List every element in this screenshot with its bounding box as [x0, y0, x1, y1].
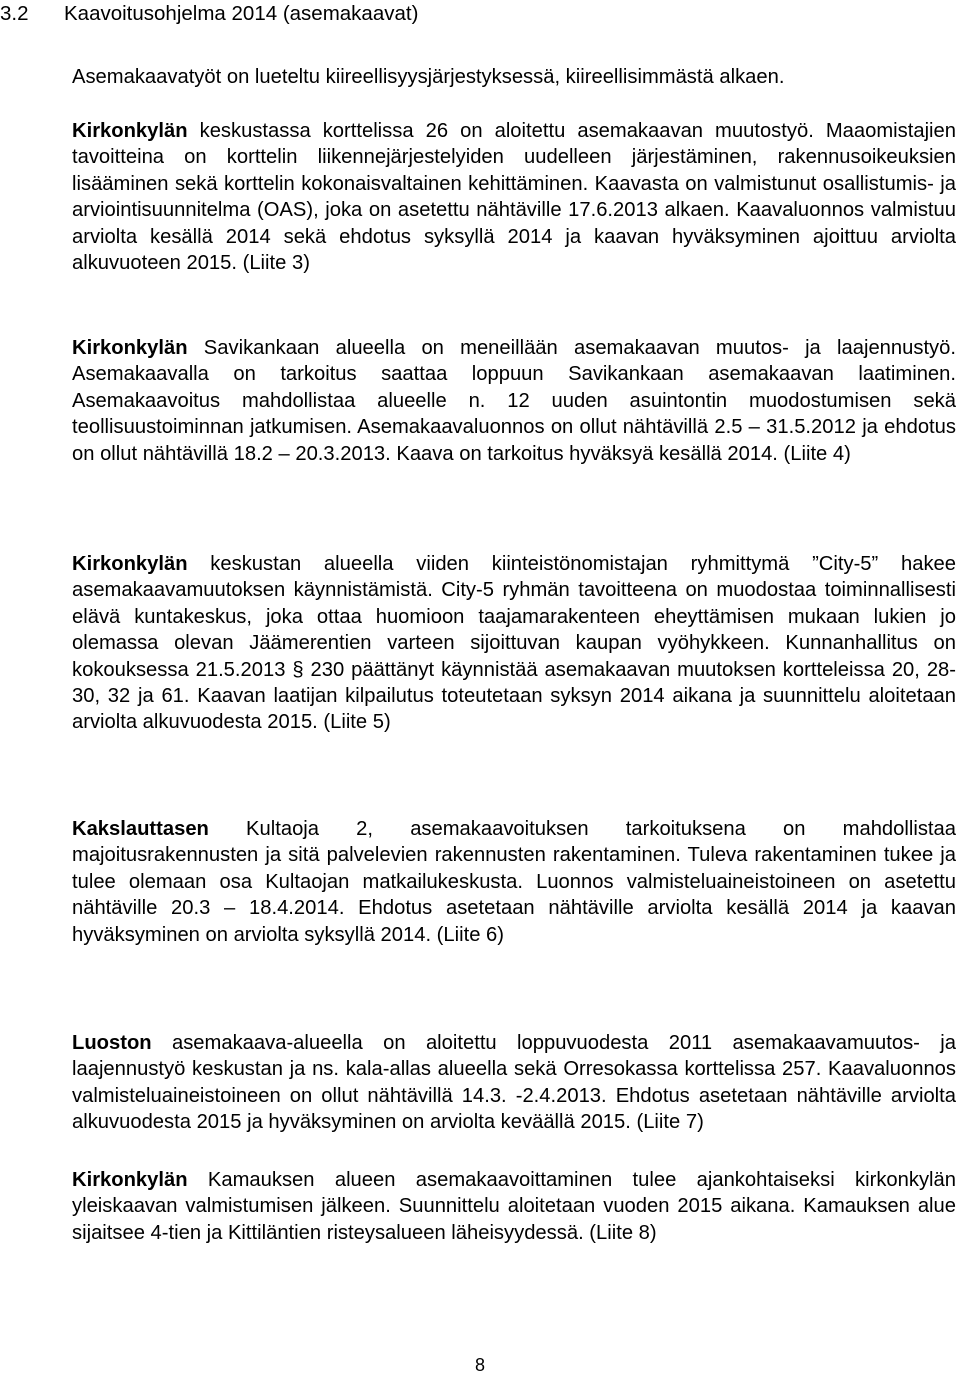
paragraph-luosto — [72, 1030, 956, 1136]
paragraph-text: keskustassa korttelissa 26 on aloitettu asemakaavan muutostyö. Maaomistajien tavoitteina on korttelin liikennejärjestelyiden uudelleen järjestäminen, rakennusoikeuksien lisääminen sekä korttelin kokonaisvaltainen kehittäminen. Kaavasta on valmistunut osallistumis- ja arviointisuunnitelma (OAS), joka on asetettu nähtäville 17.6.2013 alkaen. Kaavaluonnos valmistuu arviolta kesällä 2014 sekä ehdotus syksyllä 2014 ja kaavan hyväksyminen ajoittuu arviolta alkuvuoteen 2015. (Liite 3) — [72, 120, 956, 275]
paragraph-lead: Kakslauttasen — [72, 818, 209, 840]
paragraph-kirkonkyla-kamaus — [72, 1167, 956, 1246]
paragraph-text: Kultaoja 2, asemakaavoituksen tarkoituksena on mahdollistaa majoitusrakennusten ja sitä palvelevien rakennusten rakentaminen. Tuleva rakentaminen tukee ja tulee olemaan osa Kultaojan matkailukeskusta. Luonnos valmisteluaineistoineen on asetettu nähtäville 20.3 – 18.4.2014. Ehdotus asetetaan nähtäville arviolta kesällä 2014 ja kaavan hyväksyminen on arviolta syksyllä 2014. (Liite 6) — [72, 818, 956, 946]
paragraph-text: asemakaava-alueella on aloitettu loppuvuodesta 2011 asemakaavamuutos- ja laajennustyö keskustan ja ns. kala-allas alueella sekä Orresokassa korttelissa 257. Kaavaluonnos valmisteluaineistoineen on ollut nähtävillä 14.3. -2.4.2013. Ehdotus asetetaan nähtäville arviolta alkuvuodesta 2015 ja hyväksyminen on arviolta keväällä 2015. (Liite 7) — [72, 1032, 956, 1134]
paragraph-lead: Kirkonkylän — [72, 553, 188, 575]
page-number: 8 — [474, 1355, 485, 1375]
paragraph-kirkonkyla-savikangas — [72, 335, 956, 467]
section-heading — [0, 1, 418, 27]
paragraph-lead: Kirkonkylän — [72, 337, 188, 359]
paragraph-text: Kamauksen alueen asemakaavoittaminen tulee ajankohtaiseksi kirkonkylän yleiskaavan valmistumisen jälkeen. Suunnittelu aloitetaan vuoden 2015 aikana. Kamauksen alue sijaitsee 4-tien ja Kittiläntien risteysalueen läheisyydessä. (Liite 8) — [72, 1169, 956, 1244]
paragraph-text: Asemakaavatyöt on lueteltu kiireellisyysjärjestyksessä, kiireellisimmästä alkaen. — [72, 66, 785, 88]
paragraph-lead: Kirkonkylän — [72, 1169, 188, 1191]
paragraph-text: keskustan alueella viiden kiinteistönomistajan ryhmittymä ”City-5” hakee asemakaavamuutoksen käynnistämistä. City-5 ryhmän tavoitteena on muodostaa toiminnallisesti elävä kuntakeskus, joka ottaa huomioon taajamarakenteen eheyttämisen mukaan lukien jo olemassa olevan Jäämerentien varteen sijoittuvan kaupan vyöhykkeen. Kunnanhallitus on kokouksessa 21.5.2013 § 230 päättänyt käynnistää asemakaavan muutoksen kortteleissa 20, 28-30, 32 ja 61. Kaavan laatijan kilpailutus toteutetaan syksyn 2014 aikana ja suunnittelu aloitetaan arviolta alkuvuodesta 2015. (Liite 5) — [72, 553, 956, 734]
section-number: 3.2 — [0, 2, 29, 25]
paragraph-intro — [72, 64, 956, 90]
section-title: Kaavoitusohjelma 2014 (asemakaavat) — [64, 2, 419, 25]
paragraph-kirkonkyla-kortteli-26 — [72, 118, 956, 276]
paragraph-kakslauttanen — [72, 816, 956, 948]
paragraph-lead: Luoston — [72, 1032, 152, 1054]
paragraph-text: Savikankaan alueella on meneillään asemakaavan muutos- ja laajennustyö. Asemakaavalla on tarkoitus saattaa loppuun Savikankaan asemakaavan laatiminen. Asemakaavoitus mahdollistaa alueelle n. 12 uuden asuintontin muodostumisen sekä teollisuustoiminnan jatkumisen. Asemakaavaluonnos on ollut nähtävillä 2.5 – 31.5.2012 ja ehdotus on ollut nähtävillä 18.2 – 20.3.2013. Kaava on tarkoitus hyväksyä kesällä 2014. (Liite 4) — [72, 337, 956, 465]
paragraph-kirkonkyla-city-5 — [72, 551, 956, 736]
paragraph-lead: Kirkonkylän — [72, 120, 188, 142]
